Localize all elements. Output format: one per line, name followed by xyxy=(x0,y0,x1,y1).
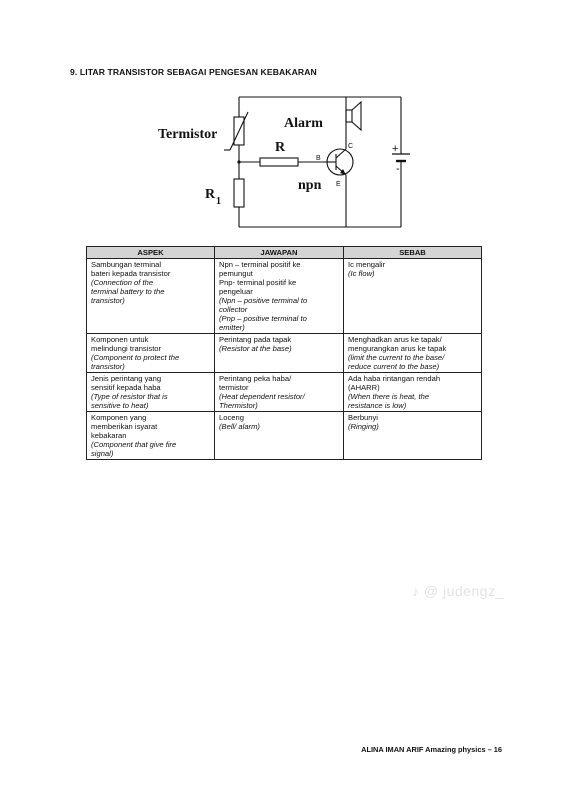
aspek-english-line: transistor) xyxy=(91,296,125,305)
jawapan-english-line: Thermistor) xyxy=(219,401,258,410)
emitter-label: E xyxy=(336,181,341,188)
cell-aspek xyxy=(87,373,215,412)
base-label: B xyxy=(316,155,321,162)
aspek-text-line: Komponen untuk xyxy=(91,335,149,344)
cell-jawapan xyxy=(215,373,344,412)
r1-label: R xyxy=(205,187,216,202)
sebab-english-line: (Ic flow) xyxy=(348,269,375,278)
jawapan-text-line: Pnp- terminal positif ke xyxy=(219,278,297,287)
aspek-english-line: sensitive to heat) xyxy=(91,401,149,410)
table-row xyxy=(87,334,482,373)
aspek-text-line: sensitif kepada haba xyxy=(91,383,161,392)
sebab-english-line: (When there is heat, the xyxy=(348,392,430,401)
sebab-text-line: Menghadkan arus ke tapak/ xyxy=(348,335,442,344)
aspek-text-line: bateri kepada transistor xyxy=(91,269,171,278)
sebab-text-line: Ic mengalir xyxy=(348,260,386,269)
sebab-english-line: resistance is low) xyxy=(348,401,407,410)
aspek-english-line: transistor) xyxy=(91,362,125,371)
table-row xyxy=(87,373,482,412)
cell-sebab xyxy=(344,412,482,460)
cell-jawapan xyxy=(215,334,344,373)
alarm-label: Alarm xyxy=(284,116,323,131)
jawapan-text-line: Perintang pada tapak xyxy=(219,335,292,344)
sebab-text-line: Ada haba rintangan rendah xyxy=(348,374,441,383)
jawapan-text-line: Loceng xyxy=(219,413,244,422)
header-aspek: ASPEK xyxy=(87,247,215,259)
cell-jawapan xyxy=(215,259,344,334)
npn-label: npn xyxy=(298,178,322,193)
aspek-text-line: Jenis perintang yang xyxy=(91,374,162,383)
sebab-text-line: Berbunyi xyxy=(348,413,378,422)
aspect-answer-reason-table xyxy=(86,246,482,460)
jawapan-text-line: termistor xyxy=(219,383,249,392)
header-jawapan: JAWAPAN xyxy=(215,247,344,259)
jawapan-text-line: Perintang peka haba/ xyxy=(219,374,292,383)
cell-aspek xyxy=(87,259,215,334)
aspek-english-line: (Type of resistor that is xyxy=(91,392,168,401)
aspek-english-line: signal) xyxy=(91,449,114,458)
jawapan-english-line: (Heat dependent resistor/ xyxy=(219,392,305,401)
aspek-text-line: Komponen yang xyxy=(91,413,147,422)
table-header-row xyxy=(87,247,482,259)
header-sebab: SEBAB xyxy=(344,247,482,259)
section-heading: 9. LITAR TRANSISTOR SEBAGAI PENGESAN KEBAKARAN xyxy=(70,67,317,77)
jawapan-english-line: (Pnp – positive terminal to xyxy=(219,314,307,323)
battery-minus: - xyxy=(396,163,400,175)
aspek-text-line: Sambungan terminal xyxy=(91,260,162,269)
sebab-english-line: (Ringing) xyxy=(348,422,379,431)
tiktok-watermark: ♪ @ judengz_ xyxy=(412,583,504,599)
cell-jawapan xyxy=(215,412,344,460)
transistor-circuit-diagram xyxy=(150,88,420,236)
aspek-text-line: kebakaran xyxy=(91,431,127,440)
table-row xyxy=(87,412,482,460)
cell-aspek xyxy=(87,412,215,460)
aspek-english-line: (Component that give fire xyxy=(91,440,177,449)
thermistor-label: Termistor xyxy=(158,127,218,142)
aspek-text-line: melindungi transistor xyxy=(91,344,162,353)
jawapan-text-line: Npn – terminal positif ke xyxy=(219,260,301,269)
page-footer: ALINA IMAN ARIF Amazing physics – 16 xyxy=(361,745,502,754)
aspek-english-line: (Component to protect the xyxy=(91,353,180,362)
r1-resistor-symbol xyxy=(234,179,244,207)
collector-label: C xyxy=(348,143,354,150)
battery-plus: + xyxy=(392,143,399,155)
cell-sebab xyxy=(344,334,482,373)
jawapan-english-line: (Npn – positive terminal to xyxy=(219,296,308,305)
alarm-speaker-symbol xyxy=(346,110,352,122)
jawapan-english-line: emitter) xyxy=(219,323,245,332)
sebab-english-line: (limit the current to the base/ xyxy=(348,353,445,362)
table-row xyxy=(87,259,482,334)
aspek-english-line: terminal battery to the xyxy=(91,287,165,296)
sebab-text-line: (AHARR) xyxy=(348,383,380,392)
jawapan-text-line: pengeluar xyxy=(219,287,253,296)
r-resistor-symbol xyxy=(260,158,298,166)
r1-subscript: 1 xyxy=(216,196,221,207)
jawapan-english-line: (Resistor at the base) xyxy=(219,344,292,353)
aspek-english-line: (Connection of the xyxy=(91,278,154,287)
resistor-r-label: R xyxy=(275,140,286,155)
cell-sebab xyxy=(344,373,482,412)
jawapan-text-line: pemungut xyxy=(219,269,253,278)
jawapan-english-line: (Bell/ alarm) xyxy=(219,422,260,431)
cell-sebab xyxy=(344,259,482,334)
sebab-english-line: reduce current to the base) xyxy=(348,362,440,371)
aspek-text-line: memberikan isyarat xyxy=(91,422,158,431)
cell-aspek xyxy=(87,334,215,373)
jawapan-english-line: collector xyxy=(219,305,248,314)
sebab-text-line: mengurangkan arus ke tapak xyxy=(348,344,447,353)
